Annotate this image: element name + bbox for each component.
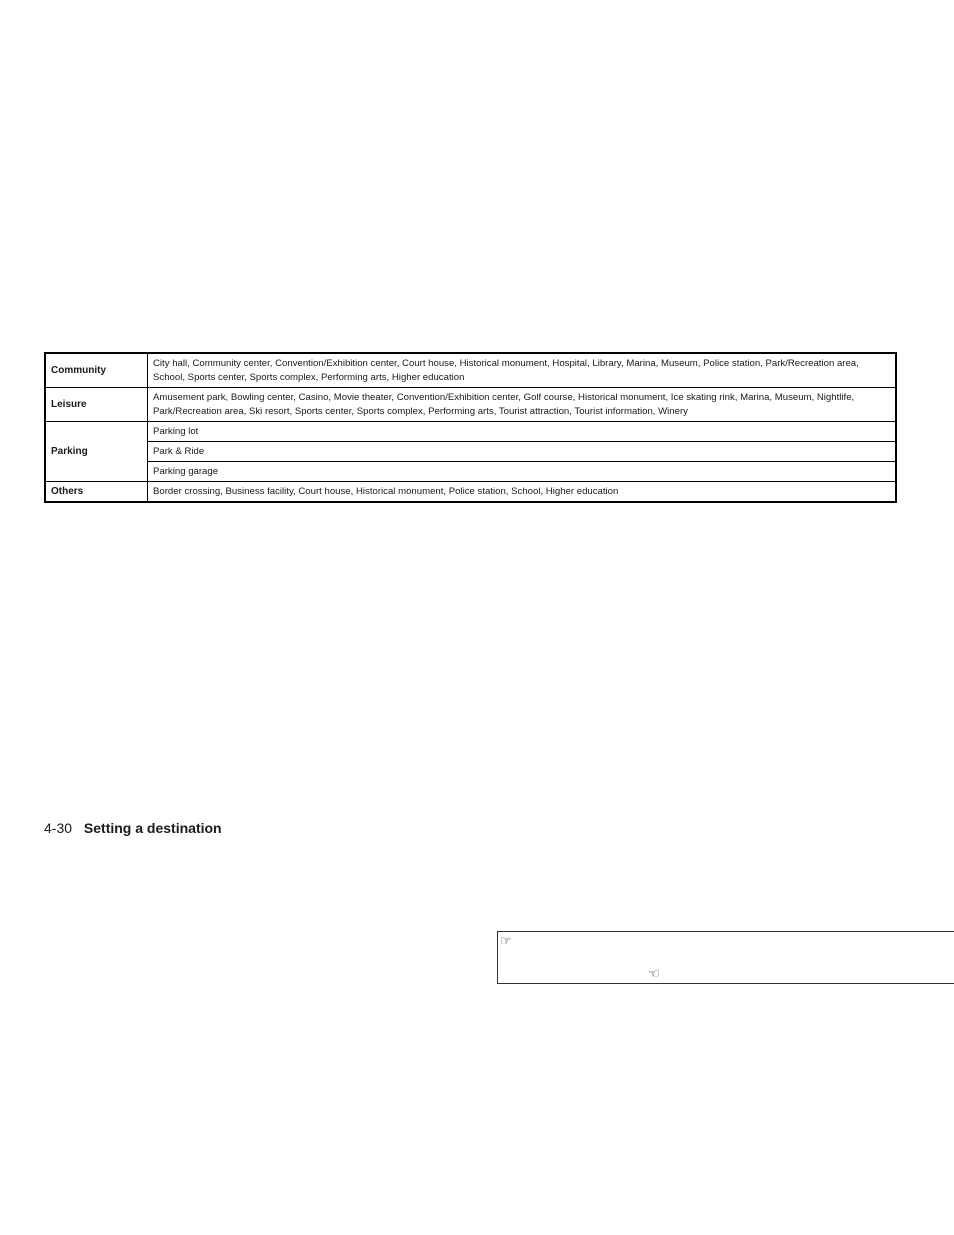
- table-row: [45, 442, 896, 462]
- category-items: Border crossing, Business facility, Court house, Historical monument, Police station, School, Higher education: [148, 482, 897, 503]
- category-label: Leisure: [45, 388, 148, 422]
- category-items: City hall, Community center, Convention/Exhibition center, Court house, Historical monument, Hospital, Library, Marina, Museum, Police station, Park/Recreation area, School, Sports center, Sports complex, Performing arts, Higher education: [148, 353, 897, 388]
- category-label: Community: [45, 353, 148, 388]
- category-label: Others: [45, 482, 148, 503]
- category-items: Parking garage: [148, 462, 897, 482]
- category-items: Parking lot: [148, 422, 897, 442]
- page-number: 4-30: [44, 820, 73, 836]
- table-row: [45, 462, 896, 482]
- category-items: Amusement park, Bowling center, Casino, Movie theater, Convention/Exhibition center, Golf course, Historical monument, Ice skating rink, Marina, Museum, Nightlife, Park/Recreation area, Ski resort, Sports center, Sports complex, Performing arts, Tourist attraction, Tourist information, Winery: [148, 388, 897, 422]
- table-row: [45, 353, 896, 388]
- table-row: [45, 388, 896, 422]
- poi-category-table: [44, 352, 897, 503]
- pointing-hand-right-icon: ☞: [500, 933, 512, 948]
- reference-note-box: [497, 931, 954, 984]
- table-row: [45, 422, 896, 442]
- pointing-hand-left-icon: ☜: [648, 966, 660, 981]
- category-label: Parking: [45, 422, 148, 482]
- section-title: Setting a destination: [83, 820, 222, 836]
- page-footer: [44, 820, 222, 836]
- table-row: [45, 482, 896, 503]
- category-items: Park & Ride: [148, 442, 897, 462]
